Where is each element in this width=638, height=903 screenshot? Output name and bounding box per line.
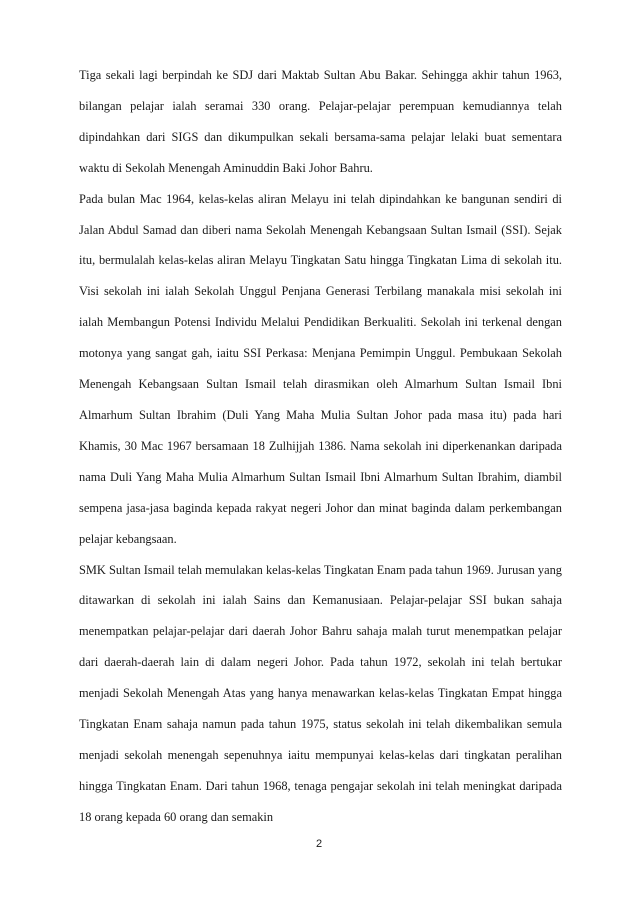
page-number: 2	[315, 838, 323, 850]
paragraph-2: Pada bulan Mac 1964, kelas-kelas aliran Melayu ini telah dipindahkan ke bangunan sendiri di Jalan Abdul Samad dan diberi nama Sekolah Menengah Kebangsaan Sultan Ismail (SSI). Sejak itu, bermulalah kelas-kelas aliran Melayu Tingkatan Satu hingga Tingkatan Lima di sekolah itu. Visi sekolah ini ialah Sekolah Unggul Penjana Generasi Terbilang manakala misi sekolah ini ialah Membangun Potensi Individu Melalui Pendidikan Berkualiti. Sekolah ini terkenal dengan motonya yang sangat gah, iaitu SSI Perkasa: Menjana Pemimpin Unggul. Pembukaan Sekolah Menengah Kebangsaan Sultan Ismail telah dirasmikan oleh Almarhum Sultan Ismail Ibni Almarhum Sultan Ibrahim (Duli Yang Maha Mulia Sultan Johor pada masa itu) pada hari Khamis, 30 Mac 1967 bersamaan 18 Zulhijjah 1386. Nama sekolah ini diperkenankan daripada nama Duli Yang Maha Mulia Almarhum Sultan Ismail Ibni Almarhum Sultan Ibrahim, diambil sempena jasa-jasa baginda kepada rakyat negeri Johor dan minat baginda dalam perkembangan pelajar kebangsaan.	[79, 191, 562, 546]
paragraph-3: SMK Sultan Ismail telah memulakan kelas-kelas Tingkatan Enam pada tahun 1969. Jurusan yang ditawarkan di sekolah ini ialah Sains dan Kemanusiaan. Pelajar-pelajar SSI bukan sahaja menempatkan pelajar-pelajar dari daerah Johor Bahru sahaja malah turut menempatkan pelajar dari daerah-daerah lain di dalam negeri Johor. Pada tahun 1972, sekolah ini telah bertukar menjadi Sekolah Menengah Atas yang hanya menawarkan kelas-kelas Tingkatan Empat hingga Tingkatan Enam sahaja namun pada tahun 1975, status sekolah ini telah dikembalikan semula menjadi sekolah menengah sepenuhnya iaitu mempunyai kelas-kelas dari tingkatan peralihan hingga Tingkatan Enam. Dari tahun 1968, tenaga pengajar sekolah ini telah meningkat daripada 18 orang kepada 60 orang dan semakin	[79, 562, 562, 824]
document-body	[79, 60, 562, 833]
paragraph-1: Tiga sekali lagi berpindah ke SDJ dari Maktab Sultan Abu Bakar. Sehingga akhir tahun 1963, bilangan pelajar ialah seramai 330 orang. Pelajar-pelajar perempuan kemudiannya telah dipindahkan dari SIGS dan dikumpulkan sekali bersama-sama pelajar lelaki buat sementara waktu di Sekolah Menengah Aminuddin Baki Johor Bahru.	[79, 68, 562, 175]
